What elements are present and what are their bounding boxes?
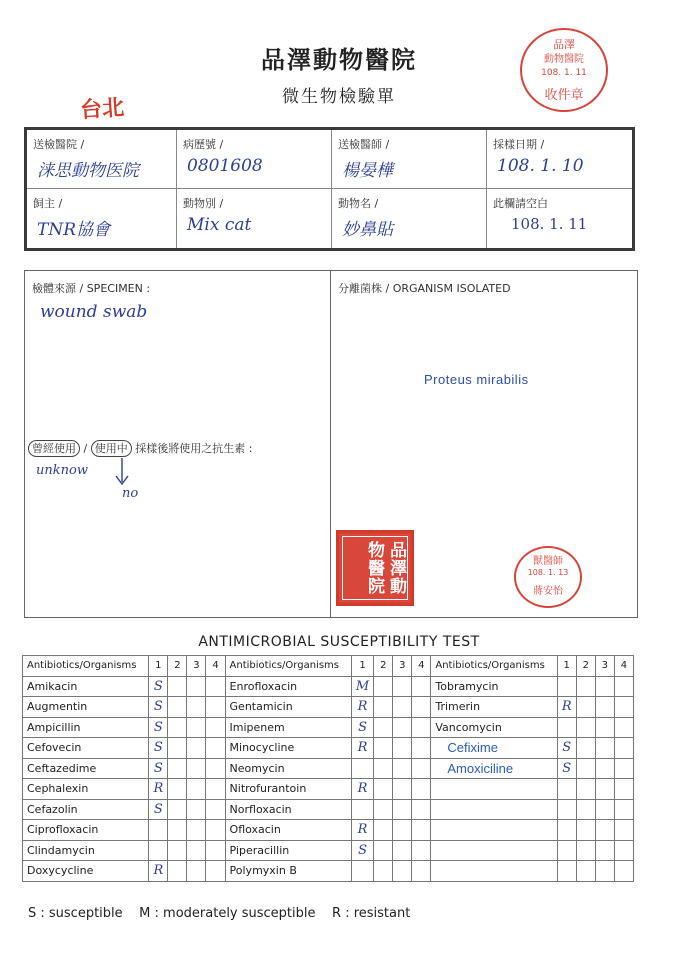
result-cell-organism-1: S [149, 738, 168, 759]
antibiotic-name: Amoxiciline [431, 758, 557, 779]
currently-using-option: 使用中 [91, 440, 132, 457]
species-cell [177, 189, 332, 248]
result-cell-organism-2 [168, 861, 187, 882]
result-cell-organism-3 [187, 820, 206, 841]
specimen-label: 檢體來源 / SPECIMEN : [32, 282, 151, 295]
result-cell-organism-1: S [557, 738, 576, 759]
result-cell-organism-4 [614, 820, 633, 841]
vet-cell [332, 130, 487, 189]
antibiotic-name: Vancomycin [431, 717, 557, 738]
antibiotic-name [431, 861, 557, 882]
result-cell-organism-1 [557, 717, 576, 738]
table-header-row [23, 656, 634, 677]
receipt-stamp-date: 108. 1. 11 [541, 68, 587, 78]
vet-value: 楊晏樺 [342, 161, 393, 181]
result-cell-organism-4 [206, 779, 225, 800]
result-cell-organism-4 [206, 758, 225, 779]
result-cell-organism-4 [614, 697, 633, 718]
antibiotic-name: Cefixime [431, 738, 557, 759]
result-cell-organism-2 [168, 697, 187, 718]
antibiotic-history-value: unknow [36, 463, 88, 478]
table-row [23, 779, 634, 800]
column-header: Antibiotics/Organisms [23, 656, 149, 677]
result-cell-organism-2 [576, 861, 595, 882]
result-cell-organism-3 [393, 799, 412, 820]
table-row [23, 738, 634, 759]
result-cell-organism-3 [595, 799, 614, 820]
antibiotic-used-label: 採樣後將使用之抗生素 : [135, 442, 253, 455]
vet-stamp-name: 蔣安怡 [533, 586, 563, 597]
antibiotic-name: Cefovecin [23, 738, 149, 759]
column-header: Antibiotics/Organisms [225, 656, 351, 677]
result-cell-organism-2 [374, 697, 393, 718]
result-cell-organism-1: S [351, 717, 373, 738]
result-cell-organism-1: R [557, 697, 576, 718]
result-cell-organism-2 [576, 799, 595, 820]
result-cell-organism-1 [557, 820, 576, 841]
result-cell-organism-2 [576, 758, 595, 779]
result-cell-organism-1 [351, 758, 373, 779]
vet-label: 送檢醫師 / [338, 138, 390, 151]
column-number: 4 [412, 656, 431, 677]
result-cell-organism-4 [614, 717, 633, 738]
result-cell-organism-3 [187, 861, 206, 882]
result-cell-organism-1 [557, 840, 576, 861]
result-cell-organism-1: R [149, 861, 168, 882]
blank-label: 此欄請空白 [493, 197, 548, 210]
antibiotic-name [431, 820, 557, 841]
result-cell-organism-2 [576, 820, 595, 841]
result-cell-organism-2 [374, 676, 393, 697]
result-cell-organism-2 [168, 779, 187, 800]
result-cell-organism-4 [614, 861, 633, 882]
result-cell-organism-1 [557, 799, 576, 820]
receipt-stamp-line1: 品澤 [553, 38, 575, 51]
result-cell-organism-2 [374, 779, 393, 800]
result-cell-organism-4 [412, 840, 431, 861]
antibiotic-name: Ampicillin [23, 717, 149, 738]
susceptibility-table [22, 655, 634, 882]
species-value: Mix cat [187, 215, 252, 235]
result-cell-organism-2 [374, 758, 393, 779]
specimen-value: wound swab [40, 302, 148, 322]
result-cell-organism-2 [168, 799, 187, 820]
result-cell-organism-1 [557, 861, 576, 882]
result-cell-organism-2 [374, 820, 393, 841]
result-cell-organism-1: S [351, 840, 373, 861]
table-row [23, 820, 634, 841]
antibiotic-name: Norfloxacin [225, 799, 351, 820]
result-cell-organism-4 [412, 676, 431, 697]
table-row [23, 717, 634, 738]
antibiotic-name: Cephalexin [23, 779, 149, 800]
vet-stamp-date: 108. 1. 13 [527, 568, 569, 577]
result-cell-organism-3 [187, 717, 206, 738]
receipt-stamp [520, 28, 608, 112]
result-cell-organism-4 [206, 840, 225, 861]
column-number: 4 [206, 656, 225, 677]
result-cell-organism-1: S [149, 799, 168, 820]
sample-date-label: 採樣日期 / [493, 138, 545, 151]
result-cell-organism-1: R [351, 738, 373, 759]
column-number: 1 [149, 656, 168, 677]
result-cell-organism-1: R [149, 779, 168, 800]
result-cell-organism-1 [557, 676, 576, 697]
result-cell-organism-2 [374, 840, 393, 861]
antibiotic-name: Augmentin [23, 697, 149, 718]
antibiotic-name [431, 779, 557, 800]
handwritten-region-note: 台北 [79, 95, 125, 124]
antibiotic-name: Enrofloxacin [225, 676, 351, 697]
result-cell-organism-1: M [351, 676, 373, 697]
result-cell-organism-1 [351, 861, 373, 882]
result-cell-organism-3 [393, 861, 412, 882]
result-cell-organism-2 [576, 676, 595, 697]
antibiotic-history-line: 曾經使用 / 使用中 採樣後將使用之抗生素 : [28, 440, 252, 456]
antibiotic-name: Minocycline [225, 738, 351, 759]
result-cell-organism-4 [614, 840, 633, 861]
result-cell-organism-3 [595, 779, 614, 800]
result-cell-organism-4 [412, 697, 431, 718]
antibiotic-name: Polymyxin B [225, 861, 351, 882]
result-cell-organism-4 [614, 676, 633, 697]
result-cell-organism-4 [206, 861, 225, 882]
result-cell-organism-4 [206, 799, 225, 820]
result-cell-organism-4 [206, 717, 225, 738]
result-cell-organism-2 [168, 676, 187, 697]
arrow-down-icon [110, 456, 134, 488]
result-cell-organism-3 [187, 799, 206, 820]
box-divider [330, 270, 331, 618]
owner-cell [27, 189, 177, 248]
result-cell-organism-4 [412, 738, 431, 759]
result-cell-organism-3 [393, 717, 412, 738]
antibiotic-name: Piperacillin [225, 840, 351, 861]
antibiotic-name: Clindamycin [23, 840, 149, 861]
result-cell-organism-1: R [351, 697, 373, 718]
antibiotic-name: Trimerin [431, 697, 557, 718]
result-cell-organism-3 [187, 676, 206, 697]
column-number: 1 [351, 656, 373, 677]
result-cell-organism-3 [595, 717, 614, 738]
result-cell-organism-2 [168, 840, 187, 861]
owner-label: 飼主 / [33, 197, 63, 210]
result-cell-organism-3 [595, 840, 614, 861]
result-cell-organism-2 [168, 717, 187, 738]
result-cell-organism-2 [576, 717, 595, 738]
result-cell-organism-3 [393, 758, 412, 779]
antibiotic-name: Ofloxacin [225, 820, 351, 841]
receipt-stamp-line3: 收件章 [544, 88, 584, 103]
table-row [23, 676, 634, 697]
result-cell-organism-4 [614, 738, 633, 759]
clinic-cell [27, 130, 177, 189]
table-row [23, 799, 634, 820]
owner-value: TNR協會 [37, 220, 111, 240]
ast-title: ANTIMICROBIAL SUSCEPTIBILITY TEST [198, 634, 480, 650]
result-cell-organism-2 [576, 779, 595, 800]
result-cell-organism-1: S [149, 697, 168, 718]
result-cell-organism-3 [393, 738, 412, 759]
previously-used-option: 曾經使用 [28, 440, 80, 457]
clinic-value: 涞思動物医院 [37, 161, 139, 181]
result-cell-organism-1: R [351, 820, 373, 841]
veterinarian-stamp [514, 546, 582, 608]
antibiotic-name [431, 840, 557, 861]
column-number: 3 [187, 656, 206, 677]
result-cell-organism-3 [393, 820, 412, 841]
result-cell-organism-4 [412, 779, 431, 800]
animal-name-label: 動物名 / [338, 197, 379, 210]
result-cell-organism-3 [393, 779, 412, 800]
result-cell-organism-1 [149, 820, 168, 841]
result-cell-organism-1: S [149, 758, 168, 779]
antibiotic-name: Imipenem [225, 717, 351, 738]
antibiotic-current-value: no [122, 486, 139, 501]
antibiotic-name: Ceftazedime [23, 758, 149, 779]
result-cell-organism-3 [187, 779, 206, 800]
organism-label: 分離菌株 / ORGANISM ISOLATED [338, 282, 511, 295]
result-cell-organism-2 [374, 738, 393, 759]
organism-value: Proteus mirabilis [424, 372, 529, 387]
result-cell-organism-4 [206, 820, 225, 841]
hospital-square-seal [336, 530, 414, 606]
result-cell-organism-3 [187, 840, 206, 861]
table-row [23, 697, 634, 718]
antibiotic-name: Gentamicin [225, 697, 351, 718]
table-row [23, 840, 634, 861]
antibiotic-name: Ciprofloxacin [23, 820, 149, 841]
antibiotic-name [431, 799, 557, 820]
result-legend: S : susceptible M : moderately susceptible R : resistant [28, 906, 411, 921]
vet-stamp-title: 獸醫師 [533, 556, 563, 567]
column-number: 2 [576, 656, 595, 677]
species-label: 動物別 / [183, 197, 224, 210]
table-row [23, 758, 634, 779]
result-cell-organism-2 [374, 861, 393, 882]
result-cell-organism-2 [374, 799, 393, 820]
column-number: 3 [595, 656, 614, 677]
result-cell-organism-3 [595, 676, 614, 697]
submission-info-box [24, 127, 635, 251]
hospital-name: 品澤動物醫院 [261, 46, 417, 74]
result-cell-organism-4 [412, 717, 431, 738]
result-cell-organism-2 [576, 738, 595, 759]
animal-name-value: 妙鼻貼 [342, 220, 393, 240]
result-cell-organism-4 [206, 676, 225, 697]
received-date-value: 108. 1. 11 [511, 215, 588, 233]
column-header: Antibiotics/Organisms [431, 656, 557, 677]
receipt-stamp-line2: 動物醫院 [544, 54, 584, 65]
result-cell-organism-1 [149, 840, 168, 861]
antibiotic-name: Tobramycin [431, 676, 557, 697]
blank-cell [487, 189, 632, 248]
result-cell-organism-2 [374, 717, 393, 738]
result-cell-organism-4 [614, 758, 633, 779]
sample-date-value: 108. 1. 10 [497, 156, 584, 176]
result-cell-organism-3 [187, 738, 206, 759]
result-cell-organism-4 [206, 697, 225, 718]
result-cell-organism-3 [187, 758, 206, 779]
record-label: 病歷號 / [183, 138, 224, 151]
animal-name-cell [332, 189, 487, 248]
result-cell-organism-2 [168, 820, 187, 841]
result-cell-organism-3 [595, 697, 614, 718]
result-cell-organism-4 [206, 738, 225, 759]
result-cell-organism-4 [412, 861, 431, 882]
result-cell-organism-3 [393, 840, 412, 861]
result-cell-organism-1 [557, 779, 576, 800]
result-cell-organism-3 [393, 697, 412, 718]
result-cell-organism-1: R [351, 779, 373, 800]
clinic-label: 送檢醫院 / [33, 138, 85, 151]
antibiotic-name: Cefazolin [23, 799, 149, 820]
result-cell-organism-4 [412, 820, 431, 841]
result-cell-organism-2 [168, 758, 187, 779]
result-cell-organism-4 [614, 799, 633, 820]
result-cell-organism-4 [412, 758, 431, 779]
column-number: 4 [614, 656, 633, 677]
column-number: 2 [374, 656, 393, 677]
seal-text: 品澤動物醫院 [342, 536, 408, 600]
result-cell-organism-3 [393, 676, 412, 697]
result-cell-organism-2 [576, 697, 595, 718]
result-cell-organism-3 [595, 820, 614, 841]
antibiotic-name: Neomycin [225, 758, 351, 779]
record-cell [177, 130, 332, 189]
result-cell-organism-3 [595, 758, 614, 779]
result-cell-organism-1 [351, 799, 373, 820]
result-cell-organism-3 [187, 697, 206, 718]
result-cell-organism-2 [576, 840, 595, 861]
antibiotic-name: Nitrofurantoin [225, 779, 351, 800]
column-number: 1 [557, 656, 576, 677]
sample-date-cell [487, 130, 632, 189]
result-cell-organism-1: S [149, 676, 168, 697]
form-title: 微生物檢驗單 [282, 87, 396, 107]
antibiotic-name: Doxycycline [23, 861, 149, 882]
result-cell-organism-4 [412, 799, 431, 820]
column-number: 3 [393, 656, 412, 677]
antibiotic-name: Amikacin [23, 676, 149, 697]
result-cell-organism-3 [595, 861, 614, 882]
result-cell-organism-4 [614, 779, 633, 800]
result-cell-organism-3 [595, 738, 614, 759]
result-cell-organism-1: S [557, 758, 576, 779]
result-cell-organism-2 [168, 738, 187, 759]
result-cell-organism-1: S [149, 717, 168, 738]
record-value: 0801608 [187, 156, 263, 176]
table-row [23, 861, 634, 882]
column-number: 2 [168, 656, 187, 677]
